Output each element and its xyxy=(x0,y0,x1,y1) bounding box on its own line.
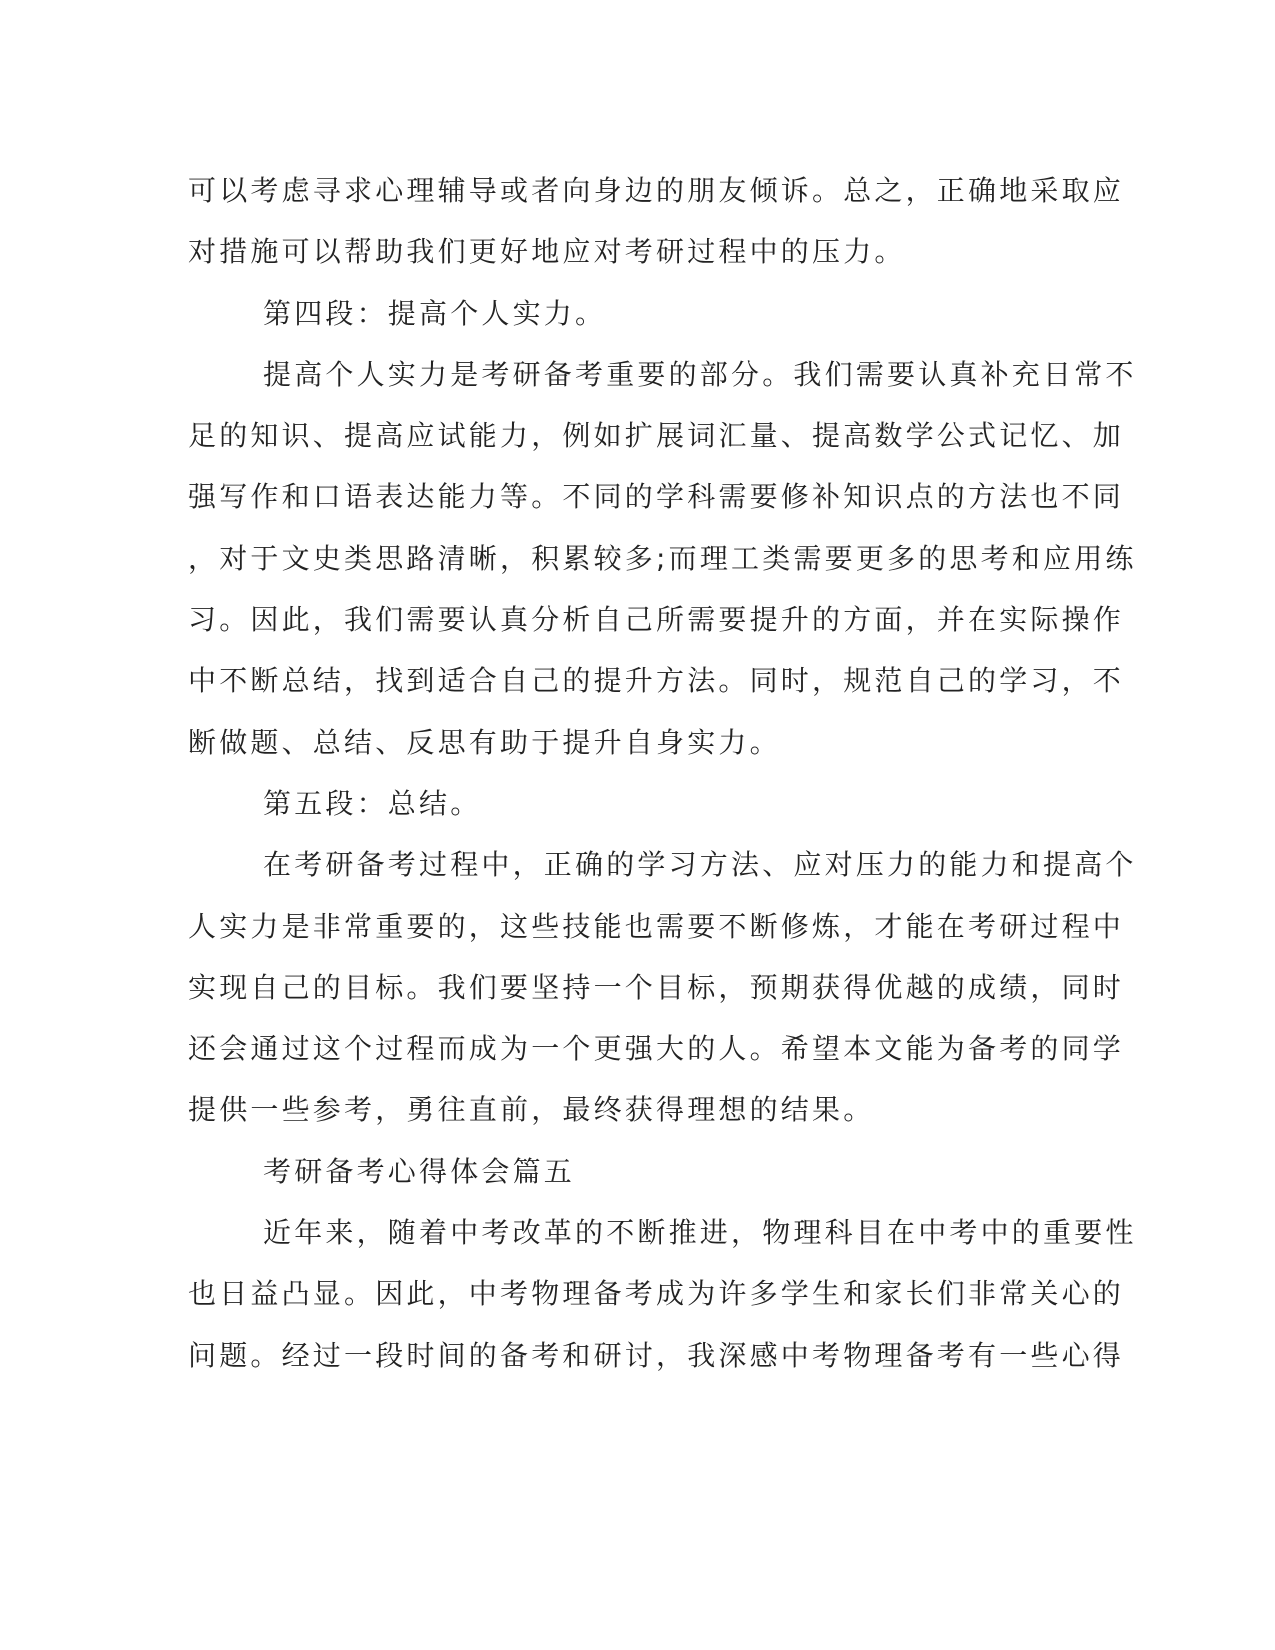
text-line-16: 提供一些参考，勇往直前，最终获得理想的结果。 xyxy=(188,1093,875,1127)
text-line-15: 还会通过这个过程而成为一个更强大的人。希望本文能为备考的同学 xyxy=(188,1032,1125,1066)
text-line-9: 中不断总结，找到适合自己的提升方法。同时，规范自己的学习，不 xyxy=(188,664,1125,698)
text-line-5: 足的知识、提高应试能力，例如扩展词汇量、提高数学公式记忆、加 xyxy=(188,419,1125,453)
document-body xyxy=(188,160,1137,1386)
article-title-5: 考研备考心得体会篇五 xyxy=(263,1154,576,1188)
section-heading-5: 第五段：总结。 xyxy=(263,786,482,820)
text-line-18: 近年来，随着中考改革的不断推进，物理科目在中考中的重要性 xyxy=(263,1216,1137,1250)
text-line-20: 问题。经过一段时间的备考和研讨，我深感中考物理备考有一些心得 xyxy=(188,1338,1125,1372)
text-line-1: 可以考虑寻求心理辅导或者向身边的朋友倾诉。总之，正确地采取应 xyxy=(188,174,1125,207)
text-line-7: ，对于文史类思路清晰，积累较多;而理工类需要更多的思考和应用练 xyxy=(188,541,1137,575)
section-heading-4: 第四段：提高个人实力。 xyxy=(263,296,607,330)
text-line-4: 提高个人实力是考研备考重要的部分。我们需要认真补充日常不 xyxy=(263,357,1137,391)
text-line-10: 断做题、总结、反思有助于提升自身实力。 xyxy=(188,725,781,759)
text-line-2: 对措施可以帮助我们更好地应对考研过程中的压力。 xyxy=(188,235,906,269)
text-line-14: 实现自己的目标。我们要坚持一个目标，预期获得优越的成绩，同时 xyxy=(188,970,1125,1004)
text-line-19: 也日益凸显。因此，中考物理备考成为许多学生和家长们非常关心的 xyxy=(188,1277,1125,1311)
text-line-12: 在考研备考过程中，正确的学习方法、应对压力的能力和提高个 xyxy=(263,848,1137,882)
text-line-8: 习。因此，我们需要认真分析自己所需要提升的方面，并在实际操作 xyxy=(188,603,1125,637)
text-line-13: 人实力是非常重要的，这些技能也需要不断修炼，才能在考研过程中 xyxy=(188,909,1125,943)
text-line-6: 强写作和口语表达能力等。不同的学科需要修补知识点的方法也不同 xyxy=(188,480,1125,514)
